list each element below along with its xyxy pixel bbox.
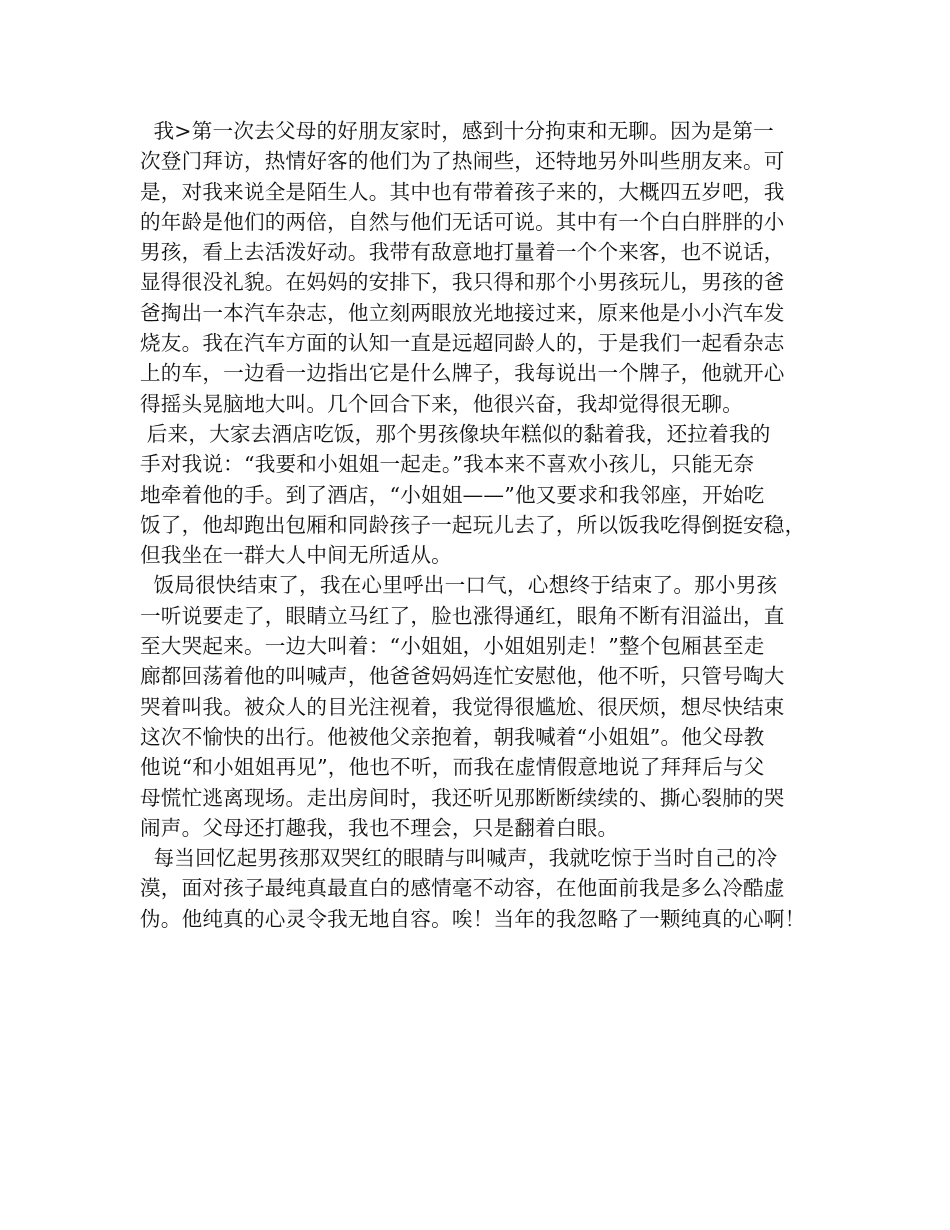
text-line: 漠，面对孩子最纯真最直白的感情毫不动容，在他面前我是多么冷酷虚: [140, 876, 785, 901]
text-line: 后来，大家去酒店吃饭，那个男孩像块年糕似的黏着我，还拉着我的: [140, 421, 771, 446]
text-line: 廊都回荡着他的叫喊声，他爸爸妈妈连忙安慰他，他不听，只管号啕大: [140, 664, 785, 689]
text-line: 的年龄是他们的两倍，自然与他们无话可说。其中有一个白白胖胖的小: [140, 209, 785, 234]
text-line: 手对我说：“我要和小姐姐一起走。”我本来不喜欢小孩儿，只能无奈: [140, 452, 755, 477]
text-line: 爸掏出一本汽车杂志，他立刻两眼放光地接过来，原来他是小小汽车发: [140, 300, 785, 325]
text-line: 烧友。我在汽车方面的认知一直是远超同龄人的，于是我们一起看杂志: [140, 331, 785, 356]
text-line: 但我坐在一群大人中间无所适从。: [140, 543, 452, 568]
text-line: 母慌忙逃离现场。走出房间时，我还听见那断断续续的、撕心裂肺的哭: [140, 785, 785, 810]
text-line: 伪。他纯真的心灵令我无地自容。唉！当年的我忽略了一颗纯真的心啊！: [140, 906, 806, 931]
text-line: 他说“和小姐姐再见”，他也不听，而我在虚情假意地说了拜拜后与父: [140, 755, 765, 780]
text-line: 饭局很快结束了，我在心里呼出一口气，心想终于结束了。那小男孩: [140, 573, 778, 598]
text-line: 我>第一次去父母的好朋友家时，感到十分拘束和无聊。因为是第一: [140, 119, 774, 143]
text-line: 地牵着他的手。到了酒店，“小姐姐——”他又要求和我邻座，开始吃: [140, 482, 765, 507]
text-line: 一听说要走了，眼睛立马红了，脸也涨得通红，眼角不断有泪溢出，直: [140, 603, 785, 628]
text-line: 闹声。父母还打趣我，我也不理会，只是翻着白眼。: [140, 815, 619, 840]
text-line: 这次不愉快的出行。他被他父亲抱着，朝我喊着“小姐姐”。他父母教: [140, 724, 765, 749]
essay-body: [140, 116, 830, 934]
text-line: 是，对我来说全是陌生人。其中也有带着孩子来的，大概四五岁吧，我: [140, 179, 785, 204]
text-line: 饭了，他却跑出包厢和同龄孩子一起玩儿去了，所以饭我吃得倒挺安稳，: [140, 512, 806, 537]
text-line: 至大哭起来。一边大叫着：“小姐姐，小姐姐别走！”整个包厢甚至走: [140, 634, 765, 659]
text-line: 显得很没礼貌。在妈妈的安排下，我只得和那个小男孩玩儿，男孩的爸: [140, 270, 785, 295]
text-line: 上的车，一边看一边指出它是什么牌子，我每说出一个牌子，他就开心: [140, 361, 785, 386]
text-line: 次登门拜访，热情好客的他们为了热闹些，还特地另外叫些朋友来。可: [140, 149, 785, 174]
text-line: 男孩，看上去活泼好动。我带有敌意地打量着一个个来客，也不说话，: [140, 240, 785, 265]
text-line: 每当回忆起男孩那双哭红的眼睛与叫喊声，我就吃惊于当时自己的冷: [140, 846, 778, 871]
text-line: 得摇头晃脑地大叫。几个回合下来，他很兴奋，我却觉得很无聊。: [140, 391, 744, 416]
text-line: 哭着叫我。被众人的目光注视着，我觉得很尴尬、很厌烦，想尽快结束: [140, 694, 785, 719]
